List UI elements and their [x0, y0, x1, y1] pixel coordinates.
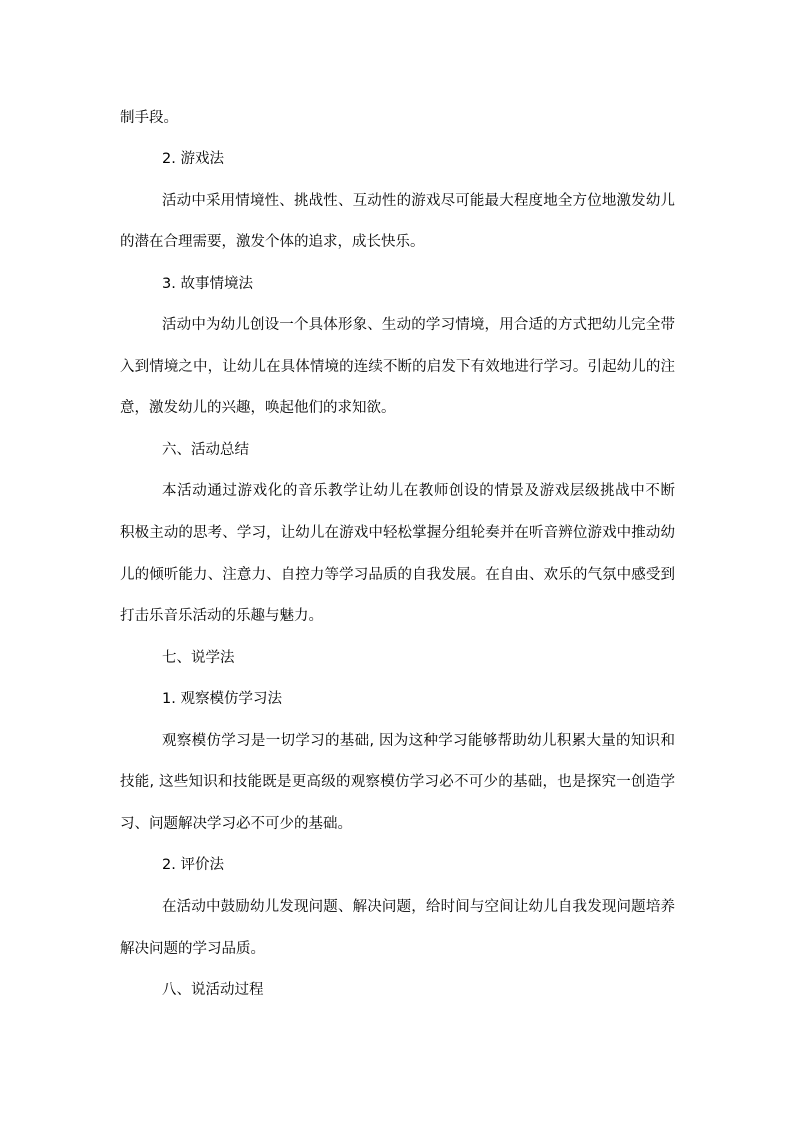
subheading-observation-method: 1. 观察模仿学习法 [162, 691, 282, 707]
subheading-game-method: 2. 游戏法 [162, 151, 224, 167]
paragraph-line: 儿的倾听能力、注意力、自控力等学习品质的自我发展。在自由、欢乐的气氛中感受到 [120, 567, 675, 583]
paragraph-line: 本活动通过游戏化的音乐教学让幼儿在教师创设的情景及游戏层级挑战中不断 [162, 483, 675, 499]
paragraph-line: 在活动中鼓励幼儿发现问题、解决问题，给时间与空间让幼儿自我发现问题培养 [162, 899, 675, 915]
paragraph-line: 活动中为幼儿创设一个具体形象、生动的学习情境，用合适的方式把幼儿完全带 [162, 317, 675, 333]
section-heading-activity-process: 八、说活动过程 [162, 982, 264, 998]
paragraph-line: 打击乐音乐活动的乐趣与魅力。 [120, 608, 323, 624]
paragraph-line: 活动中采用情境性、挑战性、互动性的游戏尽可能最大程度地全方位地激发幼儿 [162, 193, 675, 209]
paragraph-line: 制手段。 [120, 110, 178, 126]
paragraph-line: 的潜在合理需要，激发个体的追求，成长快乐。 [120, 234, 425, 250]
section-heading-summary: 六、活动总结 [162, 442, 249, 458]
paragraph-line: 积极主动的思考、学习，让幼儿在游戏中轻松掌握分组轮奏并在听音辨位游戏中推动幼 [120, 525, 675, 541]
subheading-story-method: 3. 故事情境法 [162, 276, 253, 292]
paragraph-line: 习、问题解决学习必不可少的基础。 [120, 816, 352, 832]
subheading-evaluation-method: 2. 评价法 [162, 857, 224, 873]
paragraph-line: 观察模仿学习是一切学习的基础, 因为这种学习能够帮助幼儿积累大量的知识和 [162, 733, 675, 749]
paragraph-line: 意，激发幼儿的兴趣，唤起他们的求知欲。 [120, 400, 396, 416]
section-heading-learning-methods: 七、说学法 [162, 650, 235, 666]
paragraph-line: 技能, 这些知识和技能既是更高级的观察模仿学习必不可少的基础，也是探究一创造学 [120, 774, 675, 790]
paragraph-line: 入到情境之中，让幼儿在具体情境的连续不断的启发下有效地进行学习。引起幼儿的注 [120, 359, 675, 375]
paragraph-line: 解决问题的学习品质。 [120, 941, 265, 957]
